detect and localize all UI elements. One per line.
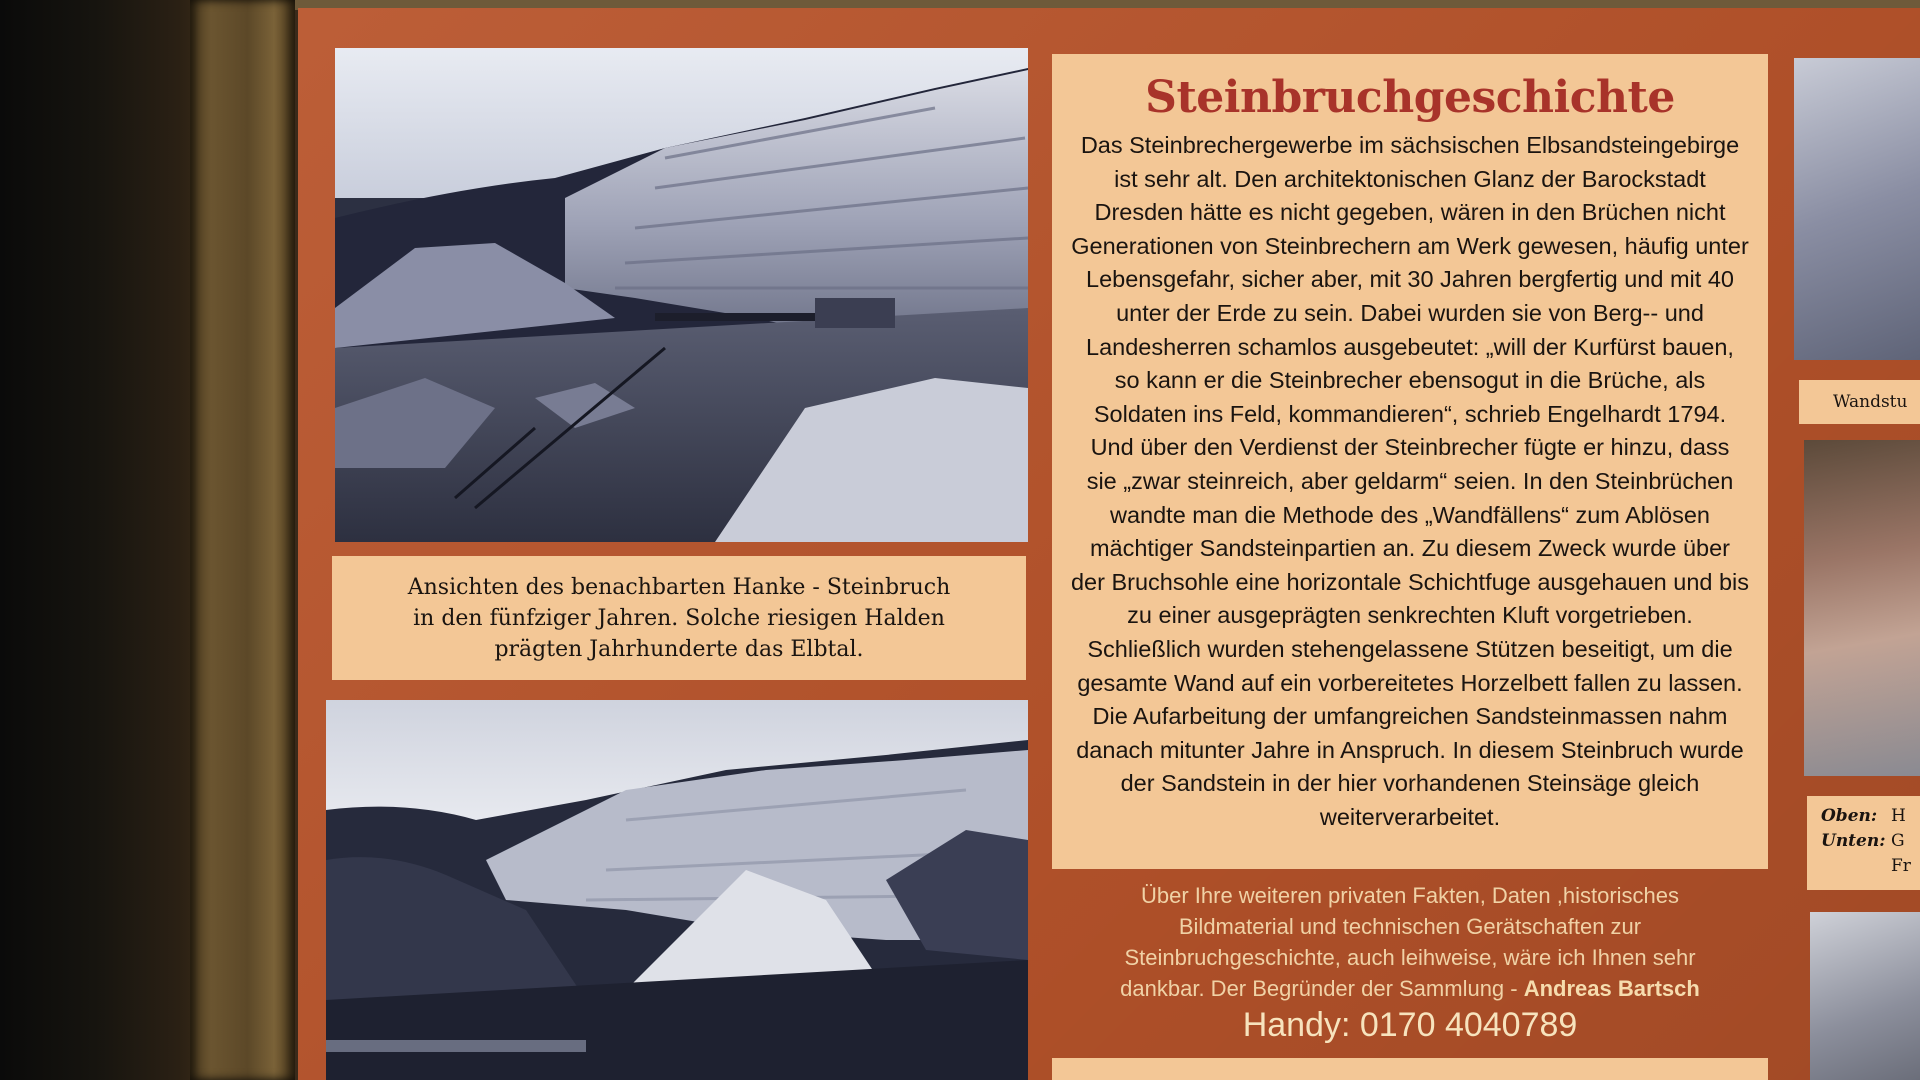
text-line: Die Aufarbeitung der umfangreichen Sandsteinmassen nahm — [1092, 703, 1728, 730]
text-line: Generationen von Steinbrechern am Werk gewesen, häufig unter — [1071, 232, 1749, 259]
right-photo-middle — [1804, 440, 1920, 776]
text-line: der Bruchsohle eine horizontale Schichtfuge ausgehauen und bis — [1070, 568, 1750, 595]
right-photo-bottom — [1810, 912, 1920, 1080]
quarry-photo-bottom — [326, 700, 1028, 1080]
text-line: Schließlich wurden stehengelassene Stützen beseitigt, um die — [1087, 635, 1733, 662]
unten-label: Unten: — [1821, 831, 1886, 851]
right-caption-top: Wandstu — [1799, 380, 1920, 424]
founder-name: Andreas Bartsch — [1523, 976, 1700, 1001]
history-text-panel — [1052, 54, 1768, 869]
text-line: wandte man die Methode des „Wandfällens“ zum Ablösen — [1109, 501, 1711, 528]
text-line: Lebensgefahr, sicher aber, mit 30 Jahren bergfertig und mit 40 — [1086, 266, 1734, 293]
right-caption-bottom — [1807, 796, 1920, 890]
oben-value: H — [1891, 806, 1906, 826]
caption-line: Ansichten des benachbarten Hanke - Steinbruch — [407, 574, 951, 600]
text-line: der Sandstein in der hier vorhandenen Steinsäge gleich — [1120, 770, 1700, 797]
appeal-line: Steinbruchgeschichte, auch leihweise, wäre ich Ihnen sehr — [1124, 945, 1696, 970]
text-line: Dresden hätte es nicht gegeben, wären in den Brüchen nicht — [1094, 199, 1726, 226]
unten-value: G — [1891, 831, 1905, 851]
history-body-text — [1052, 129, 1768, 834]
text-line: mächtiger Sandsteinpartien an. Zu diesem Zweck wurde über — [1089, 535, 1731, 562]
oben-label: Oben: — [1821, 806, 1878, 826]
bottom-panel-edge — [1052, 1058, 1768, 1080]
text-line: Das Steinbrechergewerbe im sächsischen Elbsandsteingebirge — [1080, 132, 1740, 158]
panel-title: Steinbruchgeschichte — [1145, 72, 1675, 123]
phone-number: Handy: 0170 4040789 — [1242, 1006, 1578, 1044]
text-line: Landesherren schamlos ausgebeutet: „will der Kurfürst bauen, — [1086, 333, 1734, 360]
appeal-line: Bildmaterial und technischen Gerätschaften zur — [1178, 914, 1642, 939]
right-photo-top — [1794, 58, 1920, 360]
extra-value: Fr — [1891, 856, 1911, 876]
text-line: danach mitunter Jahre in Anspruch. In diesem Steinbruch wurde — [1076, 736, 1744, 763]
text-line: sie „zwar steinreich, aber geldarm“ seien. In den Steinbrüchen — [1086, 467, 1734, 494]
quarry-photo-bottom-drawing — [326, 700, 1028, 1080]
appeal-line-last — [1052, 973, 1768, 1004]
appeal-line: Über Ihre weiteren privaten Fakten, Daten ,historisches — [1140, 883, 1680, 908]
text-line: weiterverarbeitet. — [1319, 803, 1501, 830]
text-line: Und über den Verdienst der Steinbrecher fügte er hinzu, dass — [1090, 434, 1730, 461]
caption-line: in den fünfziger Jahren. Solche riesigen Halden — [413, 605, 945, 631]
quarry-photo-top — [335, 48, 1028, 542]
text-line: ist sehr alt. Den architektonischen Glanz der Barockstadt — [1114, 165, 1706, 192]
appeal-prefix: dankbar. Der Begründer der Sammlung - — [1120, 976, 1518, 1001]
text-line: zu einer ausgeprägten senkrechten Kluft vorgetrieben. — [1127, 602, 1693, 629]
wooden-frame — [190, 0, 295, 1080]
text-line: so kann er die Steinbrecher ebensogut in die Brüche, als — [1114, 367, 1706, 394]
caption-line: prägten Jahrhunderte das Elbtal. — [494, 636, 864, 662]
dark-background-left — [0, 0, 210, 1080]
text-line: unter der Erde zu sein. Dabei wurden sie von Berg-- und — [1116, 299, 1704, 326]
text-line: gesamte Wand auf ein vorbereitetes Horzelbett fallen zu lassen. — [1077, 669, 1743, 696]
text-line: Soldaten ins Feld, kommandieren“, schrieb Engelhardt 1794. — [1093, 400, 1727, 427]
photo-caption — [332, 556, 1026, 680]
quarry-photo-top-drawing — [335, 48, 1028, 542]
